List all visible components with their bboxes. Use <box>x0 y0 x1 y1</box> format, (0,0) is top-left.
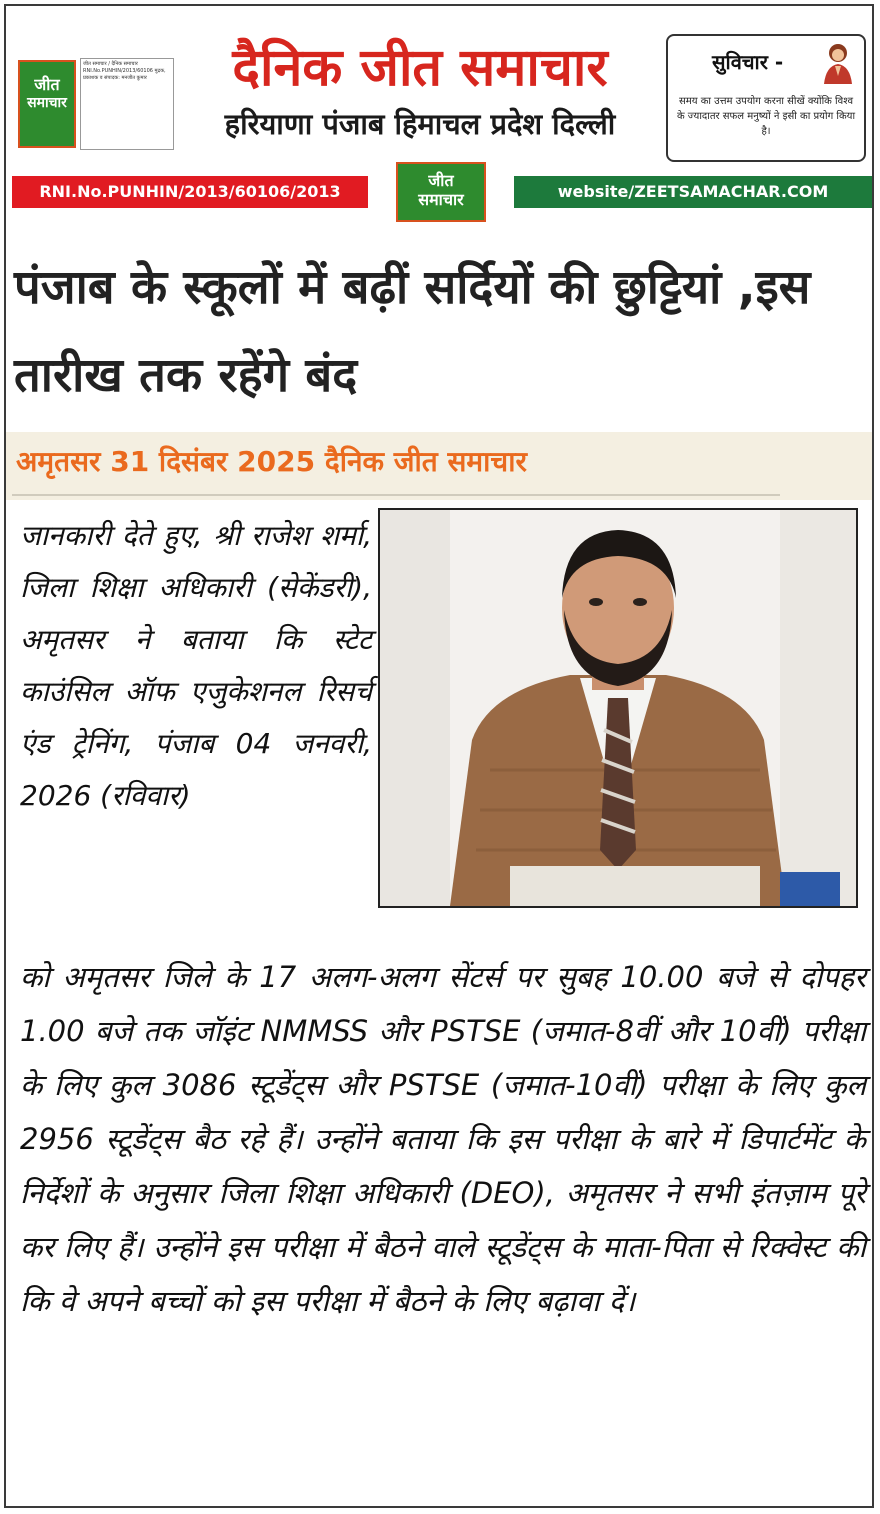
official-portrait-photo <box>378 508 858 908</box>
quote-heading: सुविचार - <box>712 50 784 74</box>
center-logo <box>396 162 486 222</box>
article-body-full-width: को अमृतसर जिले के 17 अलग-अलग सेंटर्स पर सुबह 10.00 बजे से दोपहर 1.00 बजे तक जॉइंट NMMSS और PSTSE (जमात-8वीं और 10वीं) परीक्षा के लिए कुल 3086 स्टूडेंट्स और PSTSE (जमात-10वीं) परीक्षा के लिए कुल 2956 स्टूडेंट्स बैठ रहे हैं। उन्होंने बताया कि इस परीक्षा के बारे में डिपार्टमेंट के निर्देशों के अनुसार जिला शिक्षा अधिकारी (DEO), अमृतसर ने सभी इंतज़ाम पूरे कर लिए हैं। उन्होंने इस परीक्षा में बैठने वाले स्टूडेंट्स के माता-पिता से रिक्वेस्ट की कि वे अपने बच्चों को इस परीक्षा में बैठने के लिए बढ़ावा दें। <box>20 960 866 1318</box>
quote-text: समय का उत्तम उपयोग करना सीखें क्योंकि विश्व के ज्यादातर सफल मनुष्यों ने इसी का प्रयोग किया है। <box>676 96 856 137</box>
masthead-subtitle: हरियाणा पंजाब हिमाचल प्रदेश दिल्ली <box>224 107 616 141</box>
quote-box <box>666 34 866 162</box>
article-headline: पंजाब के स्कूलों में बढ़ीं सर्दियों की छुट्टियां ,इस तारीख तक रहेंगे बंद <box>14 260 811 403</box>
masthead-title: दैनिक जीत समाचार <box>232 38 608 98</box>
website-banner[interactable]: website/ZEETSAMACHAR.COM <box>514 176 872 208</box>
logo-line1: जीत <box>34 75 60 94</box>
dateline-divider <box>12 494 780 496</box>
praying-figure-icon <box>818 40 858 84</box>
logo-line2: समाचार <box>27 95 67 111</box>
article-body-left-column: जानकारी देते हुए, श्री राजेश शर्मा, जिला शिक्षा अधिकारी (सेकेंडरी), अमृतसर ने बताया कि स्टेट काउंसिल ऑफ एजुकेशनल रिसर्च एंड ट्रेनिंग, पंजाब 04 जनवरी, 2026 (रविवार) <box>20 519 372 812</box>
article-dateline: अमृतसर 31 दिसंबर 2025 दैनिक जीत समाचार <box>16 445 527 478</box>
registration-box: जीत समाचार / दैनिक समाचार RNI.No.PUNHIN/2013/60106 मुद्रक, प्रकाशक व संपादक: मनजीत कुमार <box>80 58 174 150</box>
rni-number-banner: RNI.No.PUNHIN/2013/60106/2013 <box>12 176 368 208</box>
center-logo-line2: समाचार <box>418 190 464 209</box>
center-logo-line1: जीत <box>428 171 454 190</box>
masthead-logo <box>18 60 76 148</box>
portrait-illustration <box>380 510 856 906</box>
